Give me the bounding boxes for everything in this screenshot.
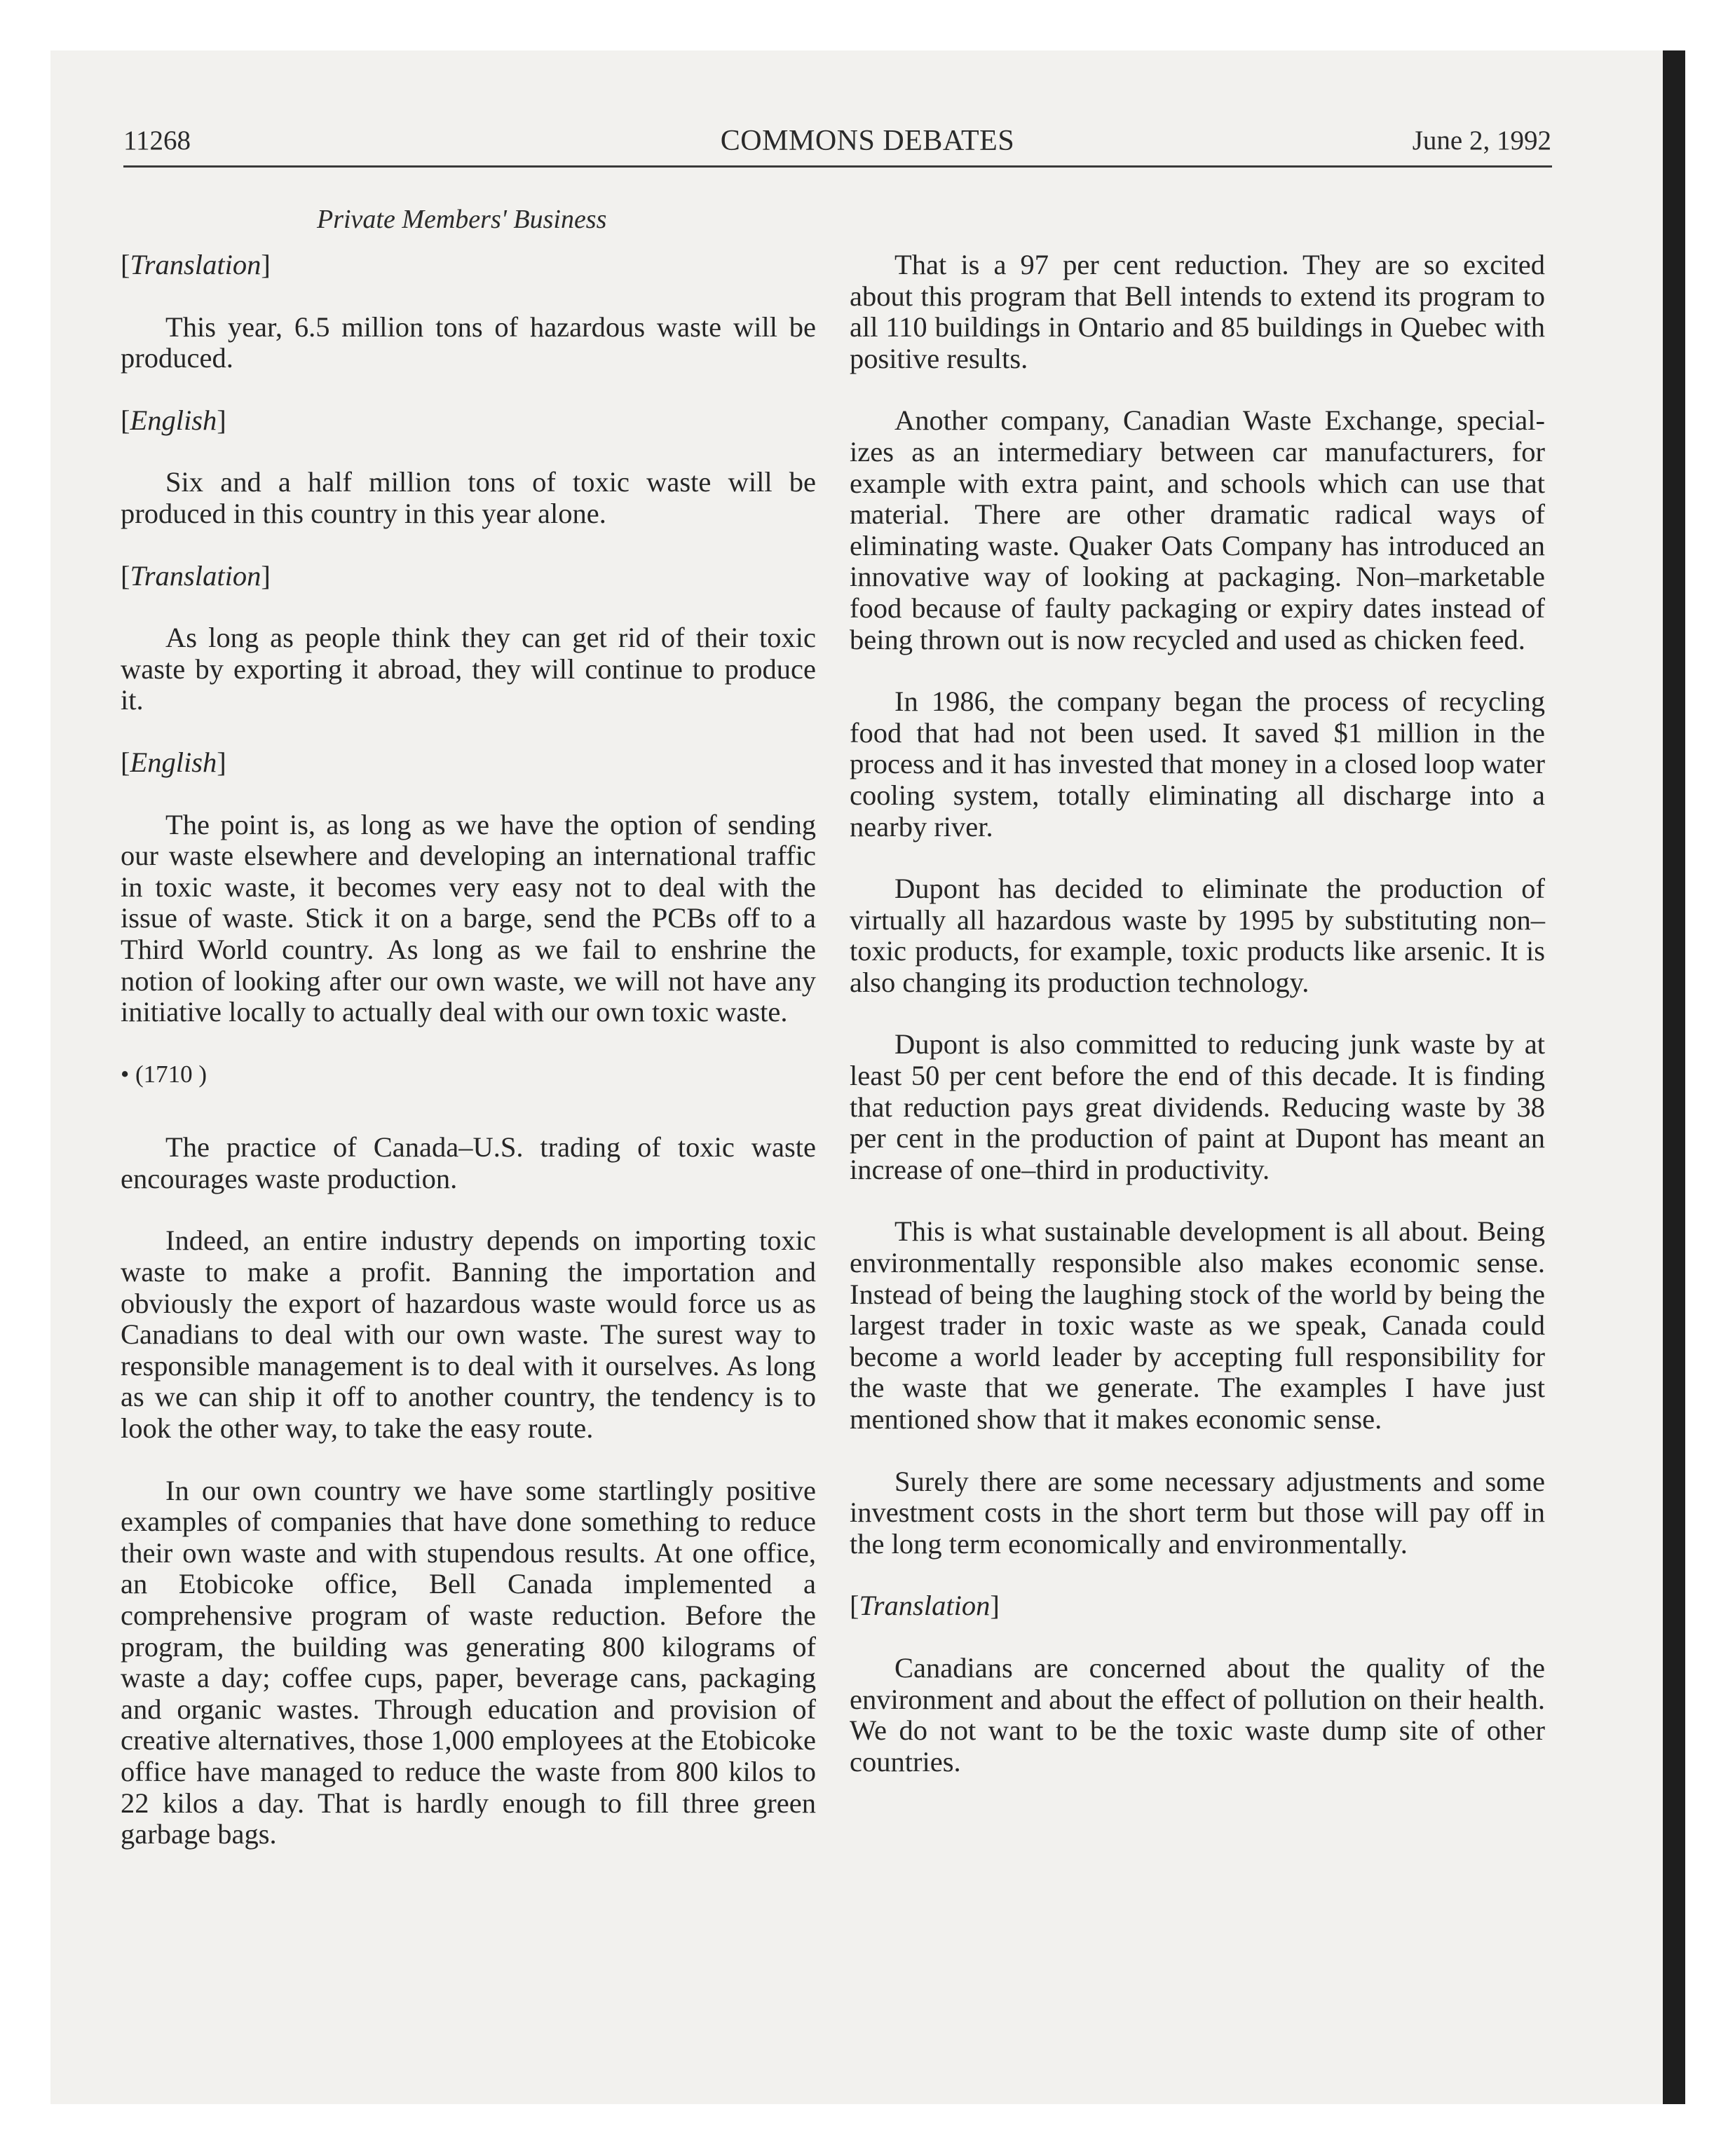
- paragraph: Dupont has decided to eliminate the production of virtually all hazardous waste by 1995 by substituting non–toxic products, for example, toxic products like arsenic. It is also changing its production technology.: [850, 873, 1545, 998]
- publication-date: June 2, 1992: [1412, 125, 1551, 156]
- paragraph: Another company, Canadian Waste Exchange, specializes as an intermediary between car manufacturers, for example with extra paint, and schools which can use that material. There are other dramatic radical ways of eliminating waste. Quaker Oats Company has introduced an innovative way of looking at packaging. Non–marketable food because of faulty packaging or expiry dates instead of being thrown out is now recycled and used as chicken feed.: [850, 404, 1545, 655]
- paragraph: The point is, as long as we have the option of sending our waste elsewhere and developing an international traffic in toxic waste, it becomes very easy not to deal with the issue of waste. Stick it on a barge, send the PCBs off to a Third World country. As long as we fail to enshrine the notion of looking after our own waste, we will not have any initiative locally to actually deal with our own toxic waste.: [121, 808, 816, 1028]
- page-number: 11268: [123, 125, 191, 156]
- paragraph: Indeed, an entire industry depends on importing toxic waste to make a profit. Banning the importation and obviously the export of hazardous waste would force us as Canadians to deal with our own waste. The surest way to responsible management is to deal with it ourselves. As long as we can ship it off to another country, the tendency is to look the other way, to take the easy route.: [121, 1224, 816, 1445]
- time-marker: • (1710 ): [121, 1060, 207, 1088]
- paragraph: That is a 97 per cent reduction. They are so excited about this program that Bell intends to extend its program to all 110 buildings in Ontario and 85 buildings in Quebec with positive results.: [850, 249, 1545, 374]
- publication-title: COMMONS DEBATES: [720, 125, 1015, 157]
- paragraph: Six and a half million tons of toxic waste will be produced in this country in this year alone.: [121, 466, 816, 529]
- paragraph: Canadians are concerned about the quality of the environment and about the effect of pollution on their health. We do not want to be the toxic waste dump site of other countries.: [850, 1651, 1545, 1778]
- language-tag: [Translation]: [850, 1590, 1000, 1622]
- paragraph: The practice of Canada–U.S. trading of toxic waste encourages waste production.: [121, 1131, 816, 1194]
- paragraph: This year, 6.5 million tons of hazardous waste will be produced.: [121, 311, 816, 374]
- section-title: Private Members' Business: [317, 205, 607, 234]
- paragraph: Surely there are some necessary adjustments and some investment costs in the short term but those will pay off in the long term economically and environmentally.: [850, 1465, 1545, 1560]
- paragraph: As long as people think they can get rid of their toxic waste by exporting it abroad, they will continue to produce it.: [121, 622, 816, 716]
- language-tag: [Translation]: [121, 559, 271, 592]
- right-column: [850, 250, 1545, 1808]
- paragraph: In our own country we have some startlingly positive examples of companies that have done something to reduce their own waste and with stupendous results. At one office, an Etobicoke office, Bell Canada implemented a comprehensive program of waste reduction. Before the program, the building was generating 800 kilograms of waste a day; coffee cups, paper, beverage cans, packaging and organic wastes. Through education and provision of creative alternatives, those 1,000 employees at the Etobicoke office have managed to reduce the waste from 800 kilos to 22 kilos a day. That is hardly enough to fill three green garbage bags.: [121, 1474, 816, 1850]
- left-column: [121, 250, 816, 1881]
- scan-edge: [1663, 50, 1685, 2104]
- language-tag: [English]: [121, 746, 226, 778]
- language-tag: [Translation]: [121, 249, 271, 280]
- language-tag: [English]: [121, 404, 226, 436]
- paragraph: Dupont is also committed to reducing junk waste by at least 50 per cent before the end of this decade. It is finding that reduction pays great dividends. Reducing waste by 38 per cent in the production of paint at Dupont has meant an increase of one–third in productivity.: [850, 1028, 1545, 1185]
- header-rule: [123, 165, 1552, 168]
- paragraph: This is what sustainable development is all about. Being environmentally responsible also makes economic sense. Instead of being the laughing stock of the world by being the largest trader in toxic waste as we speak, Canada could become a world leader by accepting full responsibility for the waste that we generate. The examples I have just mentioned show that it makes economic sense.: [850, 1215, 1545, 1435]
- paragraph: In 1986, the company began the process of recycling food that had not been used. It saved $1 million in the process and it has invested that money in a closed loop water cooling system, totally eliminating all discharge into a nearby river.: [850, 685, 1545, 842]
